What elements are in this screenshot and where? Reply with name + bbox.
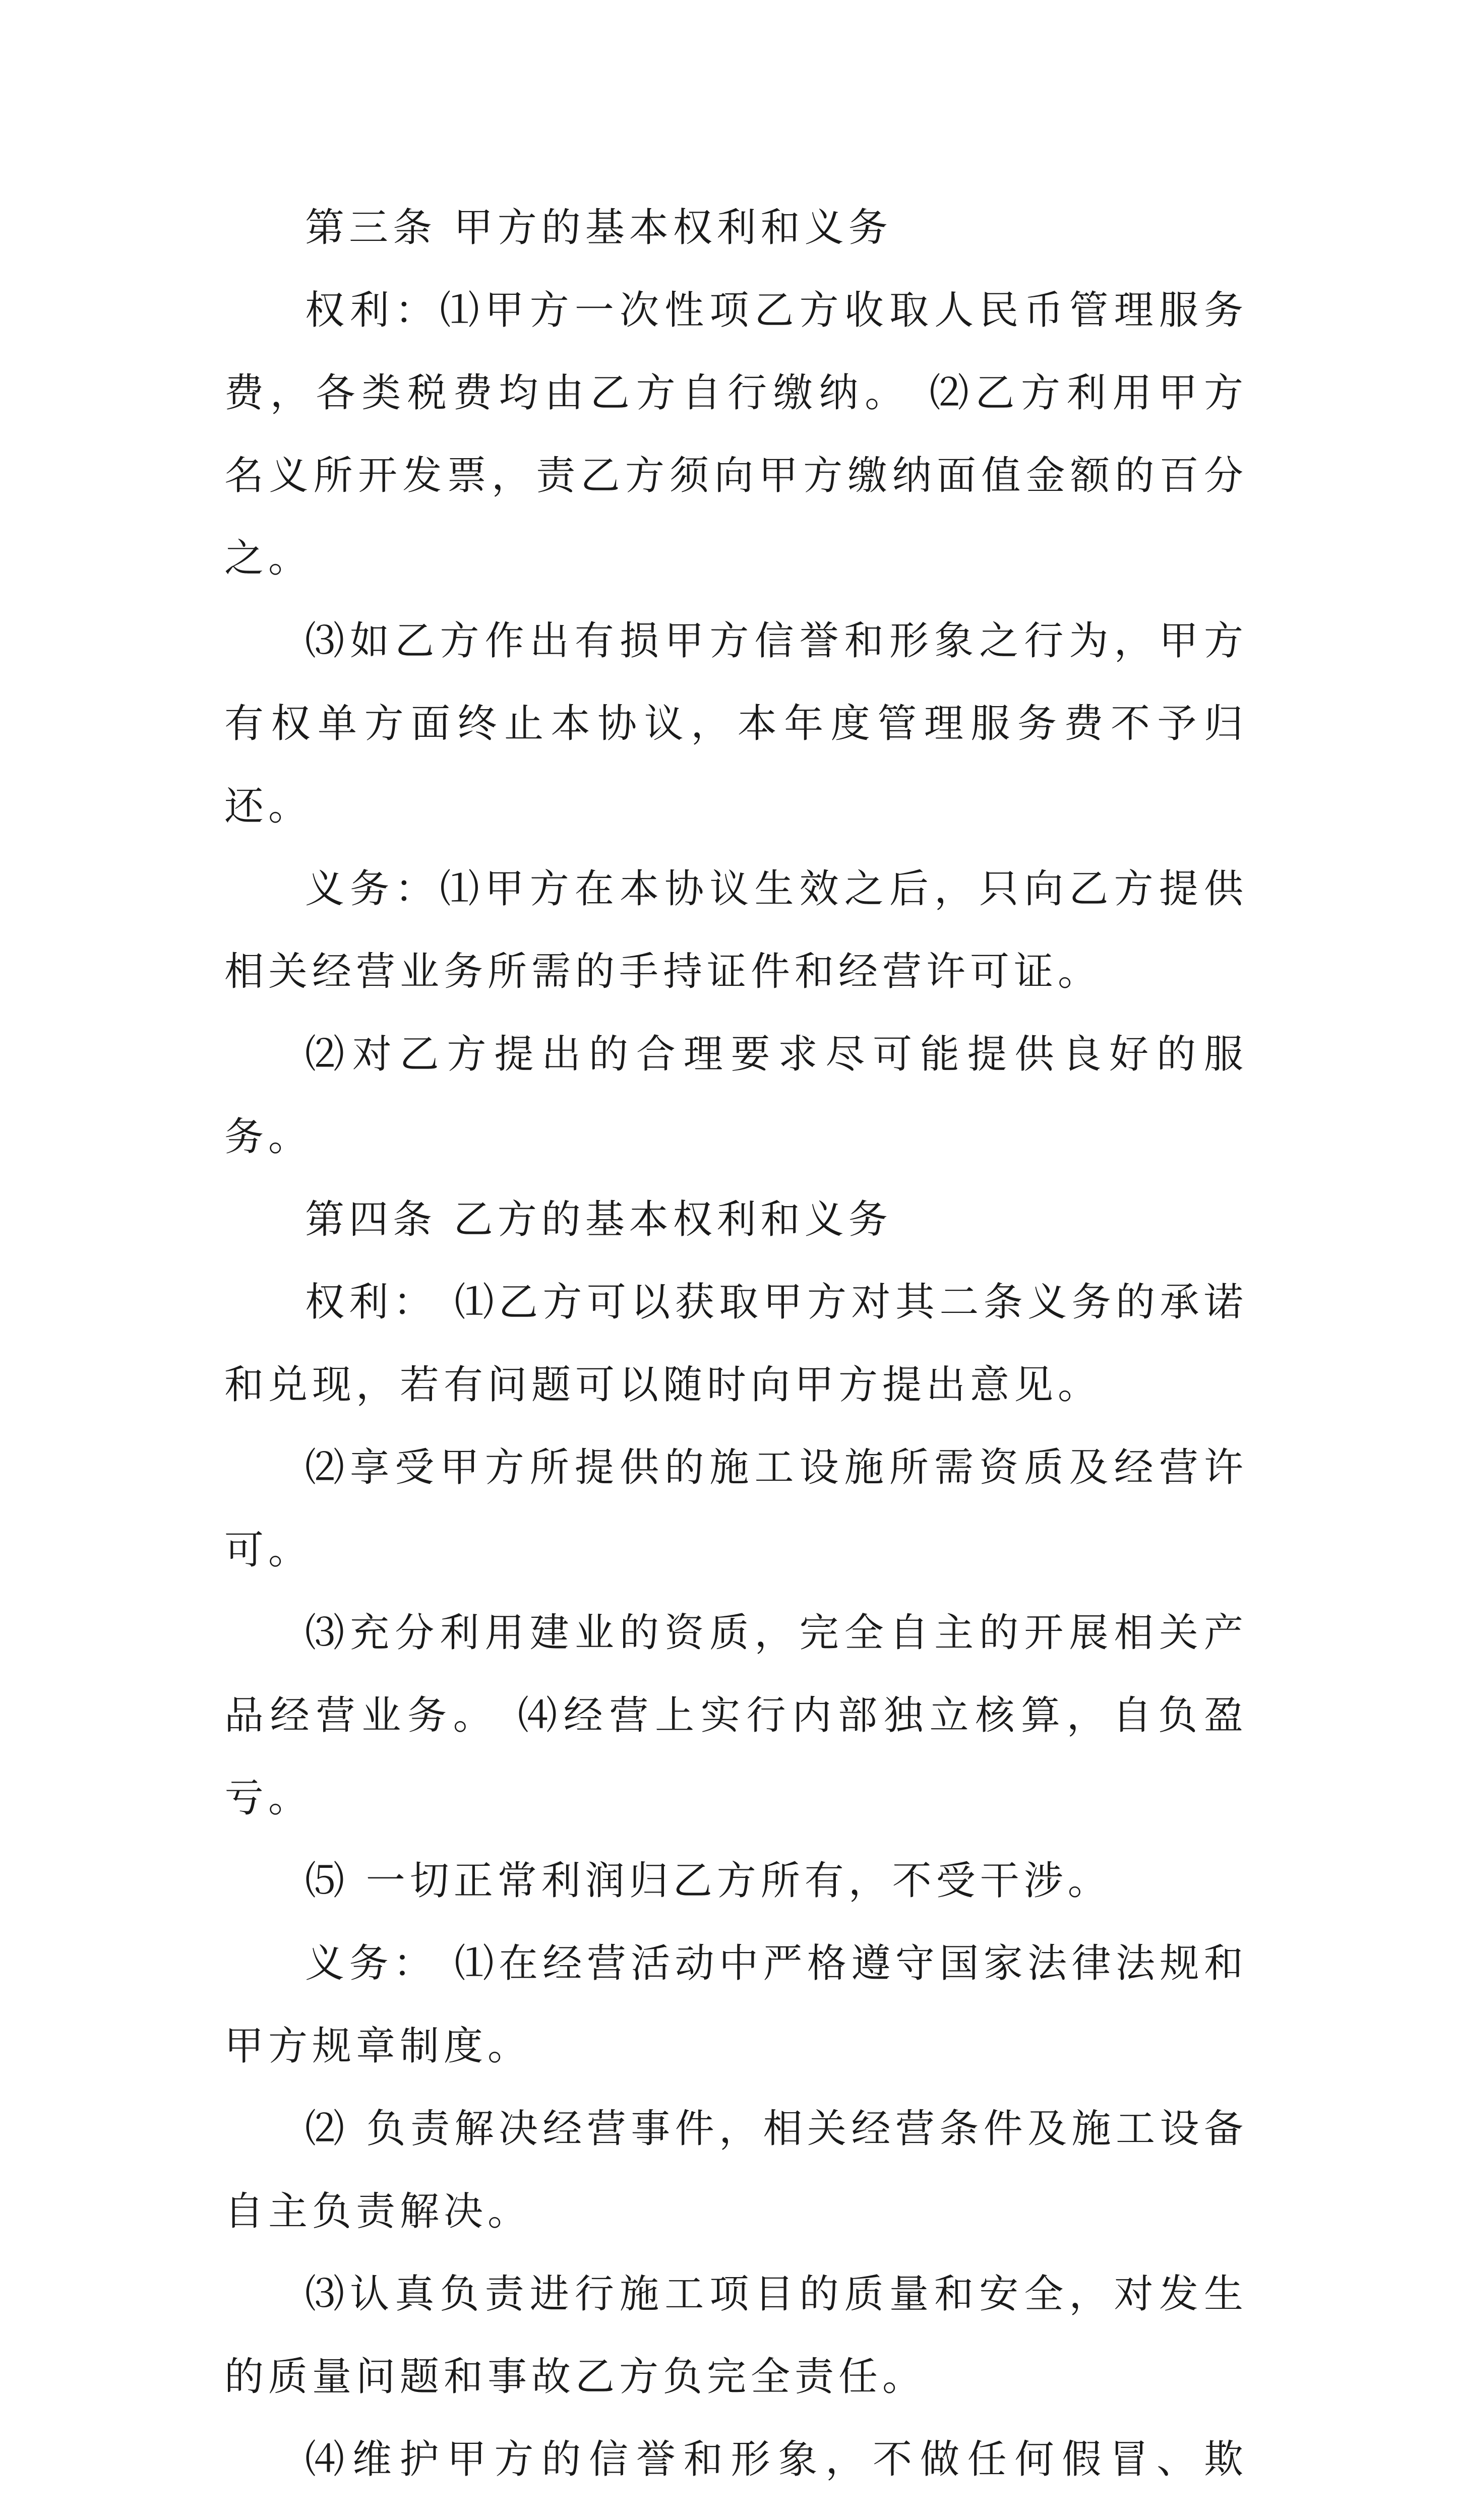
paragraph-party-a-rights: 权利：⑴甲方一次性项乙方收取人民币管理服务费，各类税费均由乙方自行缴纳。 ⑵乙方利用甲方名义所开发票，责乙方须向甲方缴纳面值金额的百分之。 — [224, 288, 1248, 581]
paragraph-party-a-rights-3: ⑶如乙方作出有损甲方信誉和形象之行为，甲方有权单方面终止本协议，本年度管理服务费不予归还。 — [224, 618, 1248, 829]
paragraph-party-b-obligations: 义务： ⑴在经营活动中严格遵守国家法律法规和甲方规章制度。 — [224, 1941, 1248, 2069]
document-body — [224, 186, 1248, 2520]
paragraph-party-b-obligations-2: ⑵ 负责解决经营事件，相关经营条件及施工设备自主负责解决。 — [224, 2106, 1248, 2234]
paragraph-party-b-rights: 权利： ⑴乙方可以获取甲方对其二条义务的承诺和兑现，若有问题可以随时向甲方提出意见。 — [224, 1280, 1248, 1408]
paragraph-party-b-rights-2: ⑵享受甲方所提供的施工设施所需资质及经营许可。 — [224, 1445, 1248, 1573]
section-heading-article-4: 第四条 乙方的基本权利和义务 — [305, 1197, 892, 1242]
paragraph-party-a-obligations-2: ⑵对乙方提出的合理要求尽可能提供良好的服务。 — [224, 1032, 1248, 1160]
paragraph-party-b-obligations-4: ⑷维护甲方的信誉和形象，不做任何假冒、欺 — [305, 2437, 1248, 2482]
section-heading-article-3: 第三条 甲方的基本权利和义务 — [305, 205, 892, 250]
paragraph-party-b-rights-3: ⑶充分利用建业的资质，完全自主的开展相关产品经营业务。 ⑷经营上实行内部独立核算，自负盈亏。 — [224, 1610, 1248, 1821]
paragraph-party-a-obligations: 义务：⑴甲方在本协议生效之后，只向乙方提供相关经营业务所需的手持证件和经营许可证。 — [224, 866, 1248, 994]
paragraph-party-b-obligations-3: ⑶认真负责进行施工项目的质量和安全，对发生的质量问题和事故乙方负完全责任。 — [224, 2272, 1248, 2400]
paragraph-party-b-rights-5: ⑸ 一切正常利润归乙方所有，不受干涉。 — [305, 1858, 1112, 1904]
